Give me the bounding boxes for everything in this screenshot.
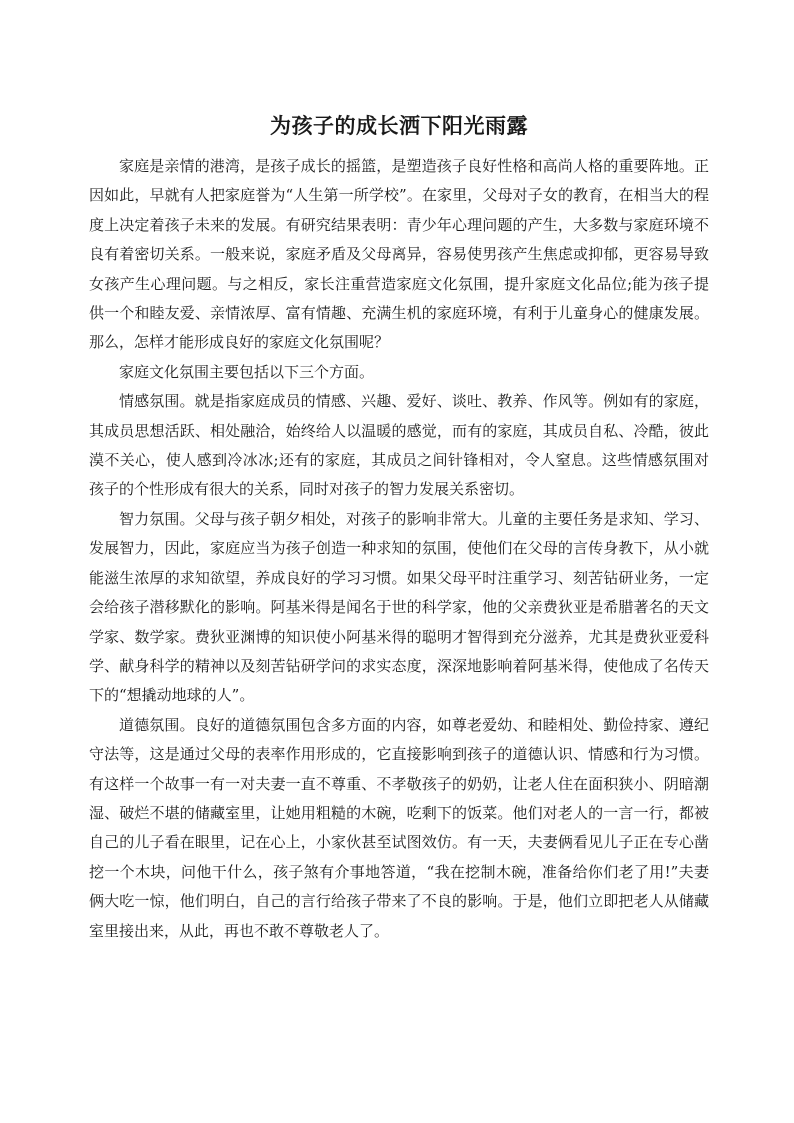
paragraph-intro: 家庭是亲情的港湾，是孩子成长的摇篮，是塑造孩子良好性格和高尚人格的重要阵地。正因如此，早就有人把家庭誉为“人生第一所学校”。在家里，父母对子女的教育，在相当大的程度上决定着孩子未来的发展。有研究结果表明：青少年心理问题的产生，大多数与家庭环境不良有着密切关系。一般来说，家庭矛盾及父母离异，容易使男孩产生焦虑或抑郁，更容易导致女孩产生心理问题。与之相反，家长注重营造家庭文化氛围，提升家庭文化品位;能为孩子提供一个和睦友爱、亲情浓厚、富有情趣、充满生机的家庭环境，有利于儿童身心的健康发展。那么，怎样才能形成良好的家庭文化氛围呢？ [89, 157, 709, 352]
paragraph-intellectual-atmosphere: 智力氛围。父母与孩子朝夕相处，对孩子的影响非常大。儿童的主要任务是求知、学习、发展智力，因此，家庭应当为孩子创造一种求知的氛围，使他们在父母的言传身教下，从小就能滋生浓厚的求知欲望，养成良好的学习习惯。如果父母平时注重学习、刻苦钻研业务，一定会给孩子潜移默化的影响。阿基米得是闻名于世的科学家，他的父亲费狄亚是希腊著名的天文学家、数学家。费狄亚渊博的知识使小阿基米得的聪明才智得到充分滋养，尤其是费狄亚爱科学、献身科学的精神以及刻苦钻研学问的求实态度，深深地影响着阿基米得，使他成了名传天下的“想撬动地球的人”。 [89, 509, 709, 705]
paragraph-emotional-atmosphere: 情感氛围。就是指家庭成员的情感、兴趣、爱好、谈吐、教养、作风等。例如有的家庭，其成员思想活跃、相处融洽，始终给人以温暖的感觉，而有的家庭，其成员自私、冷酷，彼此漠不关心，使人感到冷冰冰;还有的家庭，其成员之间针锋相对，令人窒息。这些情感氛围对孩子的个性形成有很大的关系，同时对孩子的智力发展关系密切。 [89, 392, 709, 499]
document-body [89, 152, 709, 946]
paragraph-moral-atmosphere: 道德氛围。良好的道德氛围包含多方面的内容，如尊老爱幼、和睦相处、勤俭持家、遵纪守法等，这是通过父母的表率作用形成的，它直接影响到孩子的道德认识、情感和行为习惯。有这样一个故事一有一对夫妻一直不尊重、不孝敬孩子的奶奶，让老人住在面积狭小、阴暗潮湿、破烂不堪的储藏室里，让她用粗糙的木碗，吃剩下的饭菜。他们对老人的一言一行，都被自己的儿子看在眼里，记在心上，小家伙甚至试图效仿。有一天，夫妻俩看见儿子正在专心凿挖一个木块，问他干什么，孩子煞有介事地答道，“我在挖制木碗，准备给你们老了用!”夫妻俩大吃一惊，他们明白，自己的言行给孩子带来了不良的影响。于是，他们立即把老人从储藏室里接出来，从此，再也不敢不尊敬老人了。 [89, 715, 709, 940]
document-title: 为孩子的成长洒下阳光雨露 [270, 113, 528, 138]
paragraph-overview: 家庭文化氛围主要包括以下三个方面。 [119, 362, 375, 381]
